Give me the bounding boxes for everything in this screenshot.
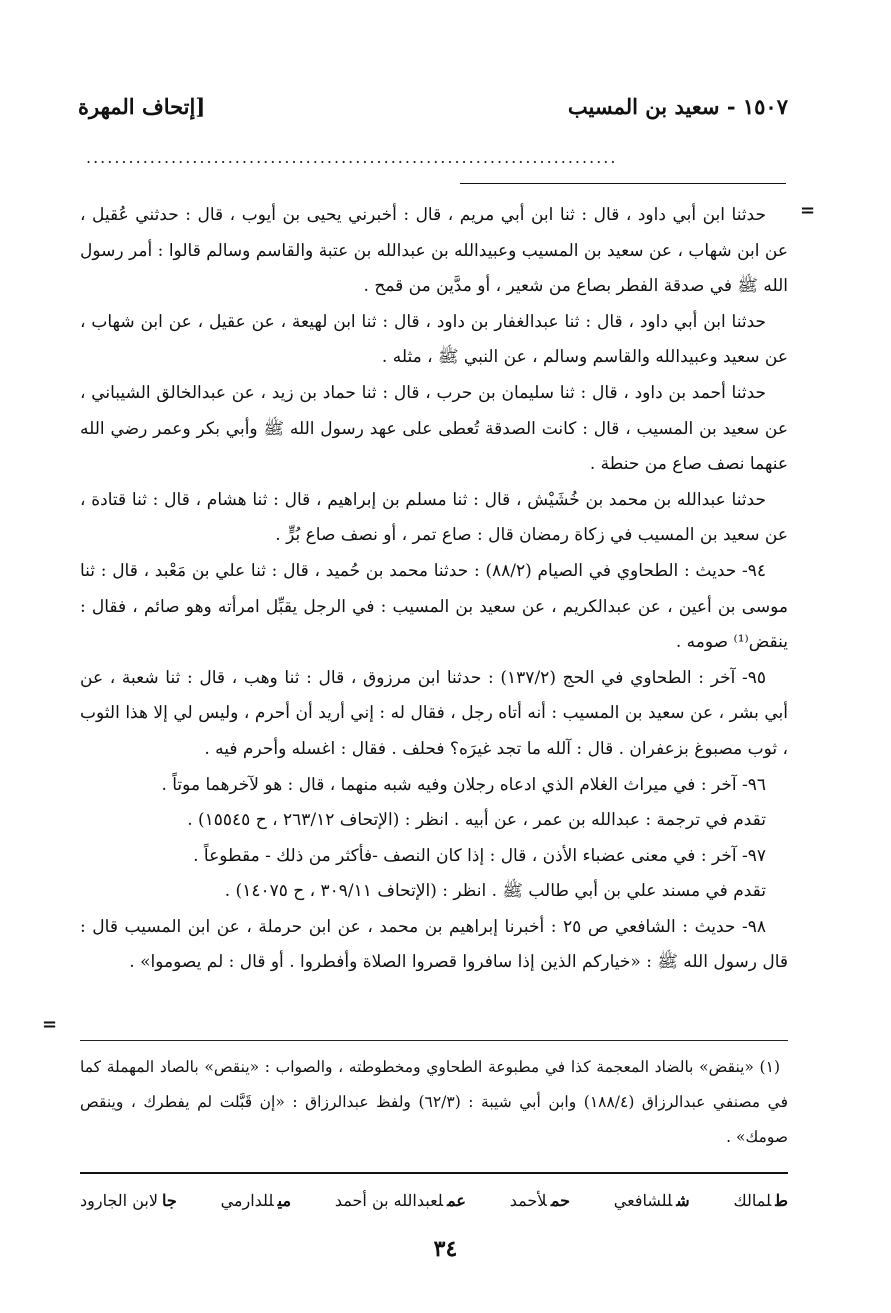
- page-header: [78, 86, 788, 126]
- legend-item: [510, 1191, 570, 1210]
- paragraph: حدثنا ابن أبي داود ، قال : ثنا عبدالغفار بن داود ، قال : ثنا ابن لهيعة ، عن عقيل ، عن ابن شهاب ، عن سعيد وعبيدالله والقاسم وسالم ، عن النبي ﷺ ، مثله .: [80, 311, 788, 368]
- paragraph: ٩٧- آخر : في معنى عضباء الأذن ، قال : إذا كان النصف -فأكثر من ذلك - مقطوعاً .: [193, 845, 766, 866]
- legend-item: [335, 1191, 466, 1210]
- legend-code: ش: [676, 1190, 690, 1210]
- legend-item: [614, 1191, 690, 1210]
- abbreviation-legend: [80, 1182, 788, 1218]
- paragraph: تقدم في مسند علي بن أبي طالب ﷺ . انظر : (الإتحاف ٣٠٩/١١ ، ح ١٤٠٧٥) .: [224, 881, 766, 902]
- paragraph: حدثنا عبدالله بن محمد بن خُشَيْش ، قال : ثنا مسلم بن إبراهيم ، قال : ثنا هشام ، قال : ثنا قتادة ، عن سعيد بن المسيب في زكاة رمضان قال : صاع تمر ، أو نصف صاع بُرٍّ .: [80, 489, 788, 546]
- paragraph: ٩٨- حديث : الشافعي ص ٢٥ : أخبرنا إبراهيم بن محمد ، عن ابن حرملة ، عن ابن المسيب قال : قال رسول الله ﷺ : «خياركم الذين إذا سافروا قصروا الصلاة وأفطروا . أو قال : لم يصوموا» .: [80, 916, 788, 973]
- legend-text: لمالك: [733, 1190, 772, 1210]
- legend-text: للشافعي: [613, 1190, 673, 1210]
- continuation-marker-bottom: =: [42, 1014, 58, 1035]
- footnote-text: (١) «ينقض» بالضاد المعجمة كذا في مطبوعة الطحاوي ومخطوطته ، والصواب : «ينقص» بالصاد المهملة كما في مصنفي عبدالرزاق (١٨٨/٤) وابن أبي شيبة : (٦٢/٣) ولفظ عبدالرزاق : «إن قَبَّلت لم يفطرك ، وينقص صومك» .: [80, 1058, 788, 1146]
- legend-text: للدارمي: [220, 1190, 274, 1210]
- footnote: [80, 1050, 788, 1155]
- legend-item: [733, 1191, 788, 1210]
- page-number: ٣٤: [433, 1236, 458, 1262]
- legend-item: [80, 1191, 177, 1210]
- paragraph: ٩٦- آخر : في ميراث الغلام الذي ادعاه رجلان وفيه شبه منهما ، قال : هو لآخرهما موتاً .: [161, 774, 766, 795]
- legend-text: لأحمد: [509, 1190, 547, 1210]
- header-book-title: [إتحاف المهرة: [78, 93, 206, 119]
- legend-code: حم: [550, 1190, 570, 1210]
- main-text: [80, 198, 788, 981]
- paragraph: ٩٤- حديث : الطحاوي في الصيام (٨٨/٢) : حدثنا محمد بن حُميد ، قال : ثنا علي بن مَعْبد ، قال : ثنا موسى بن أعين ، عن عبدالكريم ، عن سعيد بن المسيب : في الرجل يقبِّل امرأته وهو صائم ، فقال : ينقض⁽¹⁾ صومه .: [80, 560, 788, 653]
- legend-code: جا: [161, 1190, 177, 1210]
- paragraph: ٩٥- آخر : الطحاوي في الحج (١٣٧/٢) : حدثنا ابن مرزوق ، قال : ثنا وهب ، قال : ثنا شعبة ، عن أبي بشر ، عن سعيد بن المسيب : أنه أتاه رجل ، فقال له : إني أريد أن أحرم ، وليس لي إلا هذا الثوب ، ثوب مصبوغ بزعفران . قال : آلله ما تجد غيرَه؟ فحلف . فقال : اغسله وأحرم فيه .: [80, 667, 788, 759]
- legend-item: [221, 1191, 291, 1210]
- paragraph: حدثنا ابن أبي داود ، قال : ثنا ابن أبي مريم ، قال : أخبرني يحيى بن أيوب ، قال : حدثني عُقيل ، عن ابن شهاب ، عن سعيد بن المسيب وعبيدالله بن عبدالله بن عتبة والقاسم وسالم قالوا : أمر رسول الله ﷺ في صدقة الفطر بصاع من شعير ، أو مدَّين من قمح .: [80, 205, 788, 297]
- legend-text: لابن الجارود: [80, 1190, 158, 1210]
- legend-code: مي: [277, 1190, 292, 1210]
- legend-separator: [80, 1172, 788, 1174]
- header-title: ١٥٠٧ - سعيد بن المسيب: [567, 93, 788, 119]
- separator-rule: [460, 183, 786, 184]
- legend-text: لعبدالله بن أحمد: [334, 1190, 444, 1210]
- ellipsis-dots: ...........................................................................: [86, 148, 618, 167]
- continuation-marker-top: =: [800, 200, 816, 221]
- legend-code: عم: [447, 1190, 466, 1210]
- paragraph: حدثنا أحمد بن داود ، قال : ثنا سليمان بن حرب ، قال : ثنا حماد بن زيد ، عن عبدالخالق الشيباني ، عن سعيد بن المسيب ، قال : كانت الصدقة تُعطى على عهد رسول الله ﷺ وأبي بكر وعمر رضي الله عنهما نصف صاع من حنطة .: [80, 382, 788, 475]
- legend-code: ط: [775, 1190, 788, 1210]
- footnote-separator: [80, 1040, 788, 1041]
- paragraph: تقدم في ترجمة : عبدالله بن عمر ، عن أبيه . انظر : (الإتحاف ٢٦٣/١٢ ، ح ١٥٥٤٥) .: [187, 810, 766, 831]
